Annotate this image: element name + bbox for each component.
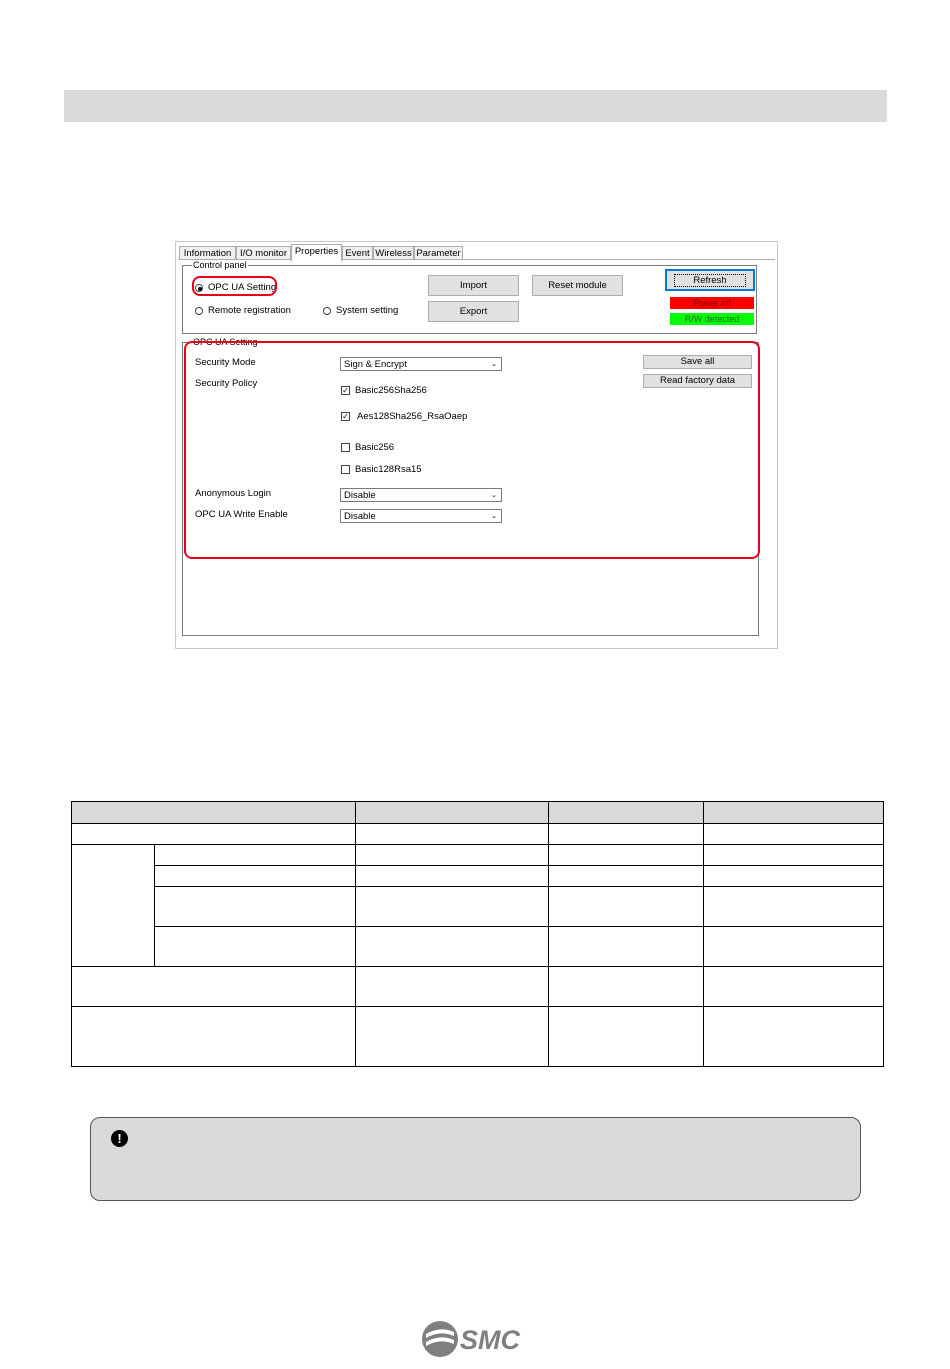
tab-parameter[interactable]: Parameter [414,246,463,260]
security-mode-value: Sign & Encrypt [344,359,407,370]
export-button[interactable]: Export [428,301,519,322]
opcua-radio-highlight [192,276,277,296]
policy-label: Basic256 [355,442,395,453]
tab-wireless[interactable]: Wireless [373,246,414,260]
caution-note-box [90,1117,861,1201]
tab-event[interactable]: Event [342,246,373,260]
tab-properties[interactable]: Properties [291,244,342,262]
smc-logo-mark [422,1321,458,1357]
anonymous-login-label: Anonymous Login [195,488,272,499]
section-header-bar [64,90,887,122]
exclamation-icon: ! [111,1130,128,1147]
radio-unselected-icon [323,307,331,315]
control-panel-legend: Control panel [193,260,247,270]
settings-table [71,801,884,1067]
table-row [72,927,884,967]
refresh-label: Refresh [674,274,745,287]
security-policy-label: Security Policy [195,378,258,389]
smc-logo-text: SMC [460,1325,520,1355]
chevron-down-icon: ⌄ [491,361,497,368]
table-row [72,845,884,866]
table-row [72,887,884,927]
power-status-badge: Power off [670,297,754,309]
radio-unselected-icon [195,307,203,315]
reset-module-button[interactable]: Reset module [532,275,623,296]
import-button[interactable]: Import [428,275,519,296]
chevron-down-icon: ⌄ [491,513,497,520]
save-all-button[interactable]: Save all [643,355,752,369]
policy-label: Basic128Rsa15 [355,464,422,475]
refresh-button[interactable] [665,269,755,291]
policy-label: Basic256Sha256 [355,385,427,396]
rw-status-badge: R/W detected [670,313,754,325]
opcua-settings-highlight [184,341,760,559]
read-factory-data-button[interactable]: Read factory data [643,374,752,388]
tab-io-monitor[interactable]: I/O monitor [236,246,291,260]
tab-information[interactable]: Information [179,246,236,260]
software-window-screenshot [175,241,778,649]
security-mode-label: Security Mode [195,357,256,368]
table-header-row [72,802,884,824]
smc-logo [420,1318,530,1360]
chevron-down-icon: ⌄ [491,492,497,499]
write-enable-value: Disable [344,511,376,522]
radio-remote-label: Remote registration [208,305,291,316]
table-row [72,1007,884,1067]
table-row [72,866,884,887]
anonymous-login-value: Disable [344,490,376,501]
policy-label: Aes128Sha256_RsaOaep [357,411,468,422]
table-row [72,967,884,1007]
write-enable-label: OPC UA Write Enable [195,509,288,520]
radio-system-label: System setting [336,305,399,316]
radio-opcua-label: OPC UA Setting [208,282,277,293]
opcua-setting-legend: OPC UA Setting [193,337,258,347]
check-icon: ✓ [342,386,349,395]
table-row [72,824,884,845]
check-icon: ✓ [342,412,349,421]
